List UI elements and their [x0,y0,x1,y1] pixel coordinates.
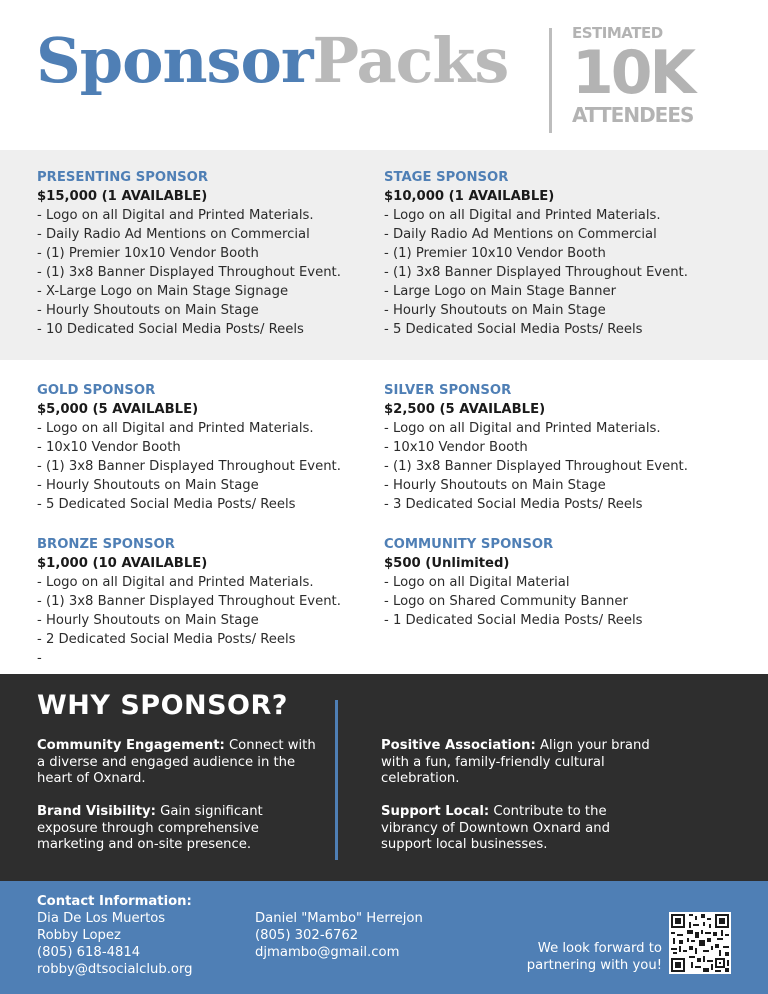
sponsor-gold [37,381,341,514]
point-text: Contribute to the vibrancy of Downtown Oxnard and support local businesses. [381,804,610,852]
list-item: - Logo on all Digital Material [384,575,570,590]
list-item: - Logo on all Digital and Printed Materials. [37,421,314,436]
page-title [36,24,509,97]
contact-heading: Contact Information: [37,894,192,909]
list-item: - Hourly Shoutouts on Main Stage [37,478,259,493]
contact-org: Dia De Los Muertos [37,911,166,926]
sponsor-title: BRONZE SPONSOR [37,537,175,552]
list-item: - (1) 3x8 Banner Displayed Throughout Event. [37,459,341,474]
closing-line-2: partnering with you! [526,958,662,973]
header-divider [549,28,552,133]
list-item: - Large Logo on Main Stage Banner [384,284,617,299]
list-item: - 10 Dedicated Social Media Posts/ Reels [37,322,304,337]
list-item: - (1) 3x8 Banner Displayed Throughout Event. [384,459,688,474]
contact-email[interactable]: djmambo@gmail.com [255,945,400,960]
point-label: Brand Visibility: [37,804,156,819]
list-item: - Daily Radio Ad Mentions on Commercial [37,227,310,242]
point-label: Support Local: [381,804,490,819]
list-item: - Logo on all Digital and Printed Materials. [384,421,661,436]
list-item: - Hourly Shoutouts on Main Stage [384,478,606,493]
sponsor-silver [384,381,688,514]
list-item: - Logo on all Digital and Printed Materials. [37,208,314,223]
estimated-label: ESTIMATED [572,24,663,42]
list-item: - 3 Dedicated Social Media Posts/ Reels [384,497,643,512]
contact-section [0,881,768,994]
list-item: - (1) 3x8 Banner Displayed Throughout Event. [37,265,341,280]
qr-code-icon[interactable] [669,912,731,974]
why-heading: WHY SPONSOR? [37,690,288,721]
sponsor-bronze [37,535,341,668]
contact-phone[interactable]: (805) 302-6762 [255,928,359,943]
point-text: Gain significant exposure through comprehensive marketing and on-site presence. [37,804,263,852]
list-item: - Logo on Shared Community Banner [384,594,628,609]
list-item: - (1) Premier 10x10 Vendor Booth [37,246,259,261]
why-point-local [381,804,641,854]
sponsor-title: GOLD SPONSOR [37,383,156,398]
list-item: - 2 Dedicated Social Media Posts/ Reels [37,632,296,647]
closing-message [527,940,662,974]
list-item: - Hourly Shoutouts on Main Stage [37,613,259,628]
list-item: - 5 Dedicated Social Media Posts/ Reels [37,497,296,512]
sponsor-title: STAGE SPONSOR [384,170,509,185]
header [0,0,768,150]
why-divider [335,700,338,860]
sponsor-presenting [37,168,341,339]
point-text: Connect with a diverse and engaged audience in the heart of Oxnard. [37,738,316,786]
attendance-badge [572,26,693,125]
why-point-visibility [37,804,322,854]
sponsor-title: SILVER SPONSOR [384,383,512,398]
list-item: - 10x10 Vendor Booth [37,440,181,455]
closing-line-1: We look forward to [537,941,662,956]
list-item: - (1) 3x8 Banner Displayed Throughout Event. [384,265,688,280]
sponsor-title: PRESENTING SPONSOR [37,170,208,185]
sponsor-community [384,535,643,630]
list-item: - X-Large Logo on Main Stage Signage [37,284,289,299]
sponsor-price: $500 (Unlimited) [384,556,510,571]
list-item: - 1 Dedicated Social Media Posts/ Reels [384,613,643,628]
attendees-count: 10K [572,38,693,108]
sponsor-price: $10,000 (1 AVAILABLE) [384,189,555,204]
point-label: Positive Association: [381,738,536,753]
contact-phone[interactable]: (805) 618-4814 [37,945,141,960]
list-item: - Logo on all Digital and Printed Materials. [37,575,314,590]
title-packs: Packs [312,24,509,97]
list-item: - [37,651,42,666]
title-sponsor: Sponsor [36,24,313,97]
attendees-label: ATTENDEES [572,103,694,127]
why-point-association [381,738,651,788]
sponsor-price: $15,000 (1 AVAILABLE) [37,189,208,204]
sponsor-title: COMMUNITY SPONSOR [384,537,554,552]
list-item: - 10x10 Vendor Booth [384,440,528,455]
point-text: Align your brand with a fun, family-friendly cultural celebration. [381,738,650,786]
list-item: - (1) Premier 10x10 Vendor Booth [384,246,606,261]
list-item: - Hourly Shoutouts on Main Stage [384,303,606,318]
sponsor-price: $1,000 (10 AVAILABLE) [37,556,208,571]
list-item: - Hourly Shoutouts on Main Stage [37,303,259,318]
contact-primary [37,893,193,978]
why-sponsor-section [0,674,768,881]
point-label: Community Engagement: [37,738,225,753]
contact-name: Robby Lopez [37,928,121,943]
sponsor-price: $2,500 (5 AVAILABLE) [384,402,546,417]
sponsor-stage [384,168,688,339]
contact-secondary [255,910,423,961]
list-item: - Daily Radio Ad Mentions on Commercial [384,227,657,242]
contact-email[interactable]: robby@dtsocialclub.org [37,962,193,977]
list-item: - (1) 3x8 Banner Displayed Throughout Event. [37,594,341,609]
sponsor-price: $5,000 (5 AVAILABLE) [37,402,199,417]
contact-name: Daniel "Mambo" Herrejon [255,911,423,926]
list-item: - Logo on all Digital and Printed Materials. [384,208,661,223]
list-item: - 5 Dedicated Social Media Posts/ Reels [384,322,643,337]
why-point-community [37,738,322,788]
